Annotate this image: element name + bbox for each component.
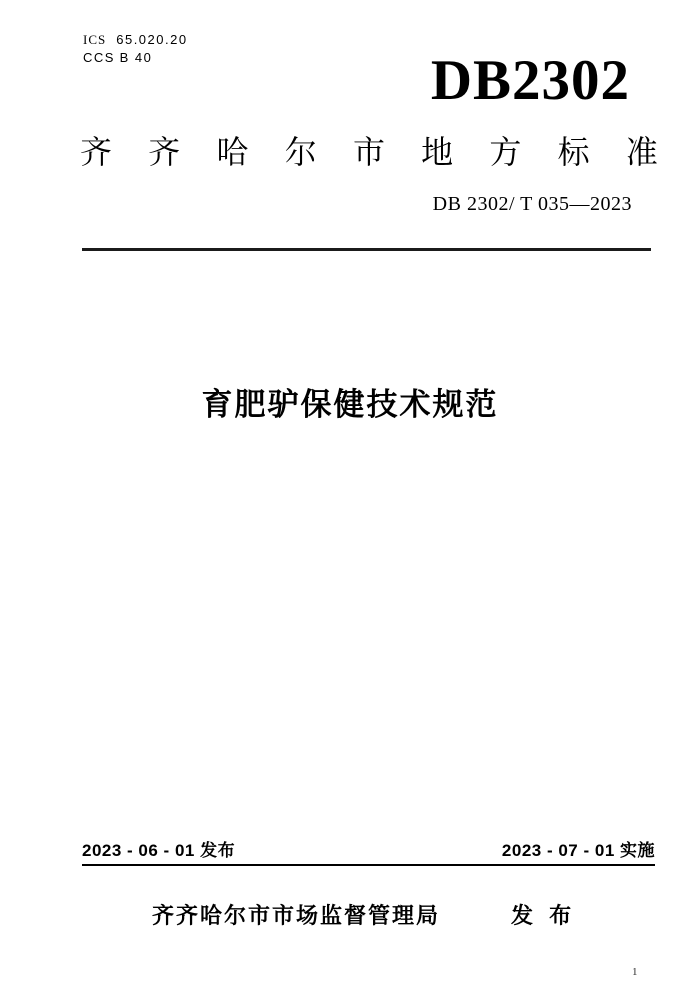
standard-name-char: 哈 xyxy=(216,134,249,170)
standard-name xyxy=(80,134,658,170)
standard-name-char: 地 xyxy=(421,134,454,170)
ics-value: 65.020.20 xyxy=(116,32,188,47)
standard-name-char: 准 xyxy=(625,134,658,170)
standard-name-char: 标 xyxy=(557,134,590,170)
standard-name-char: 尔 xyxy=(284,134,317,170)
standard-number: DB 2302/ T 035—2023 xyxy=(432,193,632,215)
publisher-name: 齐齐哈尔市市场监督管理局 xyxy=(152,903,441,928)
ccs-line xyxy=(83,49,188,67)
page-number: 1 xyxy=(632,966,638,978)
db-code: DB2302 xyxy=(430,49,630,112)
ics-label: ICS xyxy=(83,32,107,47)
classification-codes xyxy=(83,31,188,67)
dates-row xyxy=(82,836,655,866)
header-rule xyxy=(82,248,651,251)
standard-name-char: 齐 xyxy=(80,134,113,170)
standard-name-char: 齐 xyxy=(148,134,181,170)
implement-date: 2023 - 07 - 01 实施 xyxy=(501,841,655,860)
issue-date: 2023 - 06 - 01 发布 xyxy=(82,841,236,860)
document-title: 育肥驴保健技术规范 xyxy=(201,387,499,422)
ccs-value: B 40 xyxy=(119,50,153,65)
ics-line xyxy=(83,31,188,49)
release-label: 发 布 xyxy=(511,903,577,928)
ccs-label: CCS xyxy=(83,50,115,65)
standard-name-char: 市 xyxy=(352,134,385,170)
standard-name-char: 方 xyxy=(489,134,522,170)
